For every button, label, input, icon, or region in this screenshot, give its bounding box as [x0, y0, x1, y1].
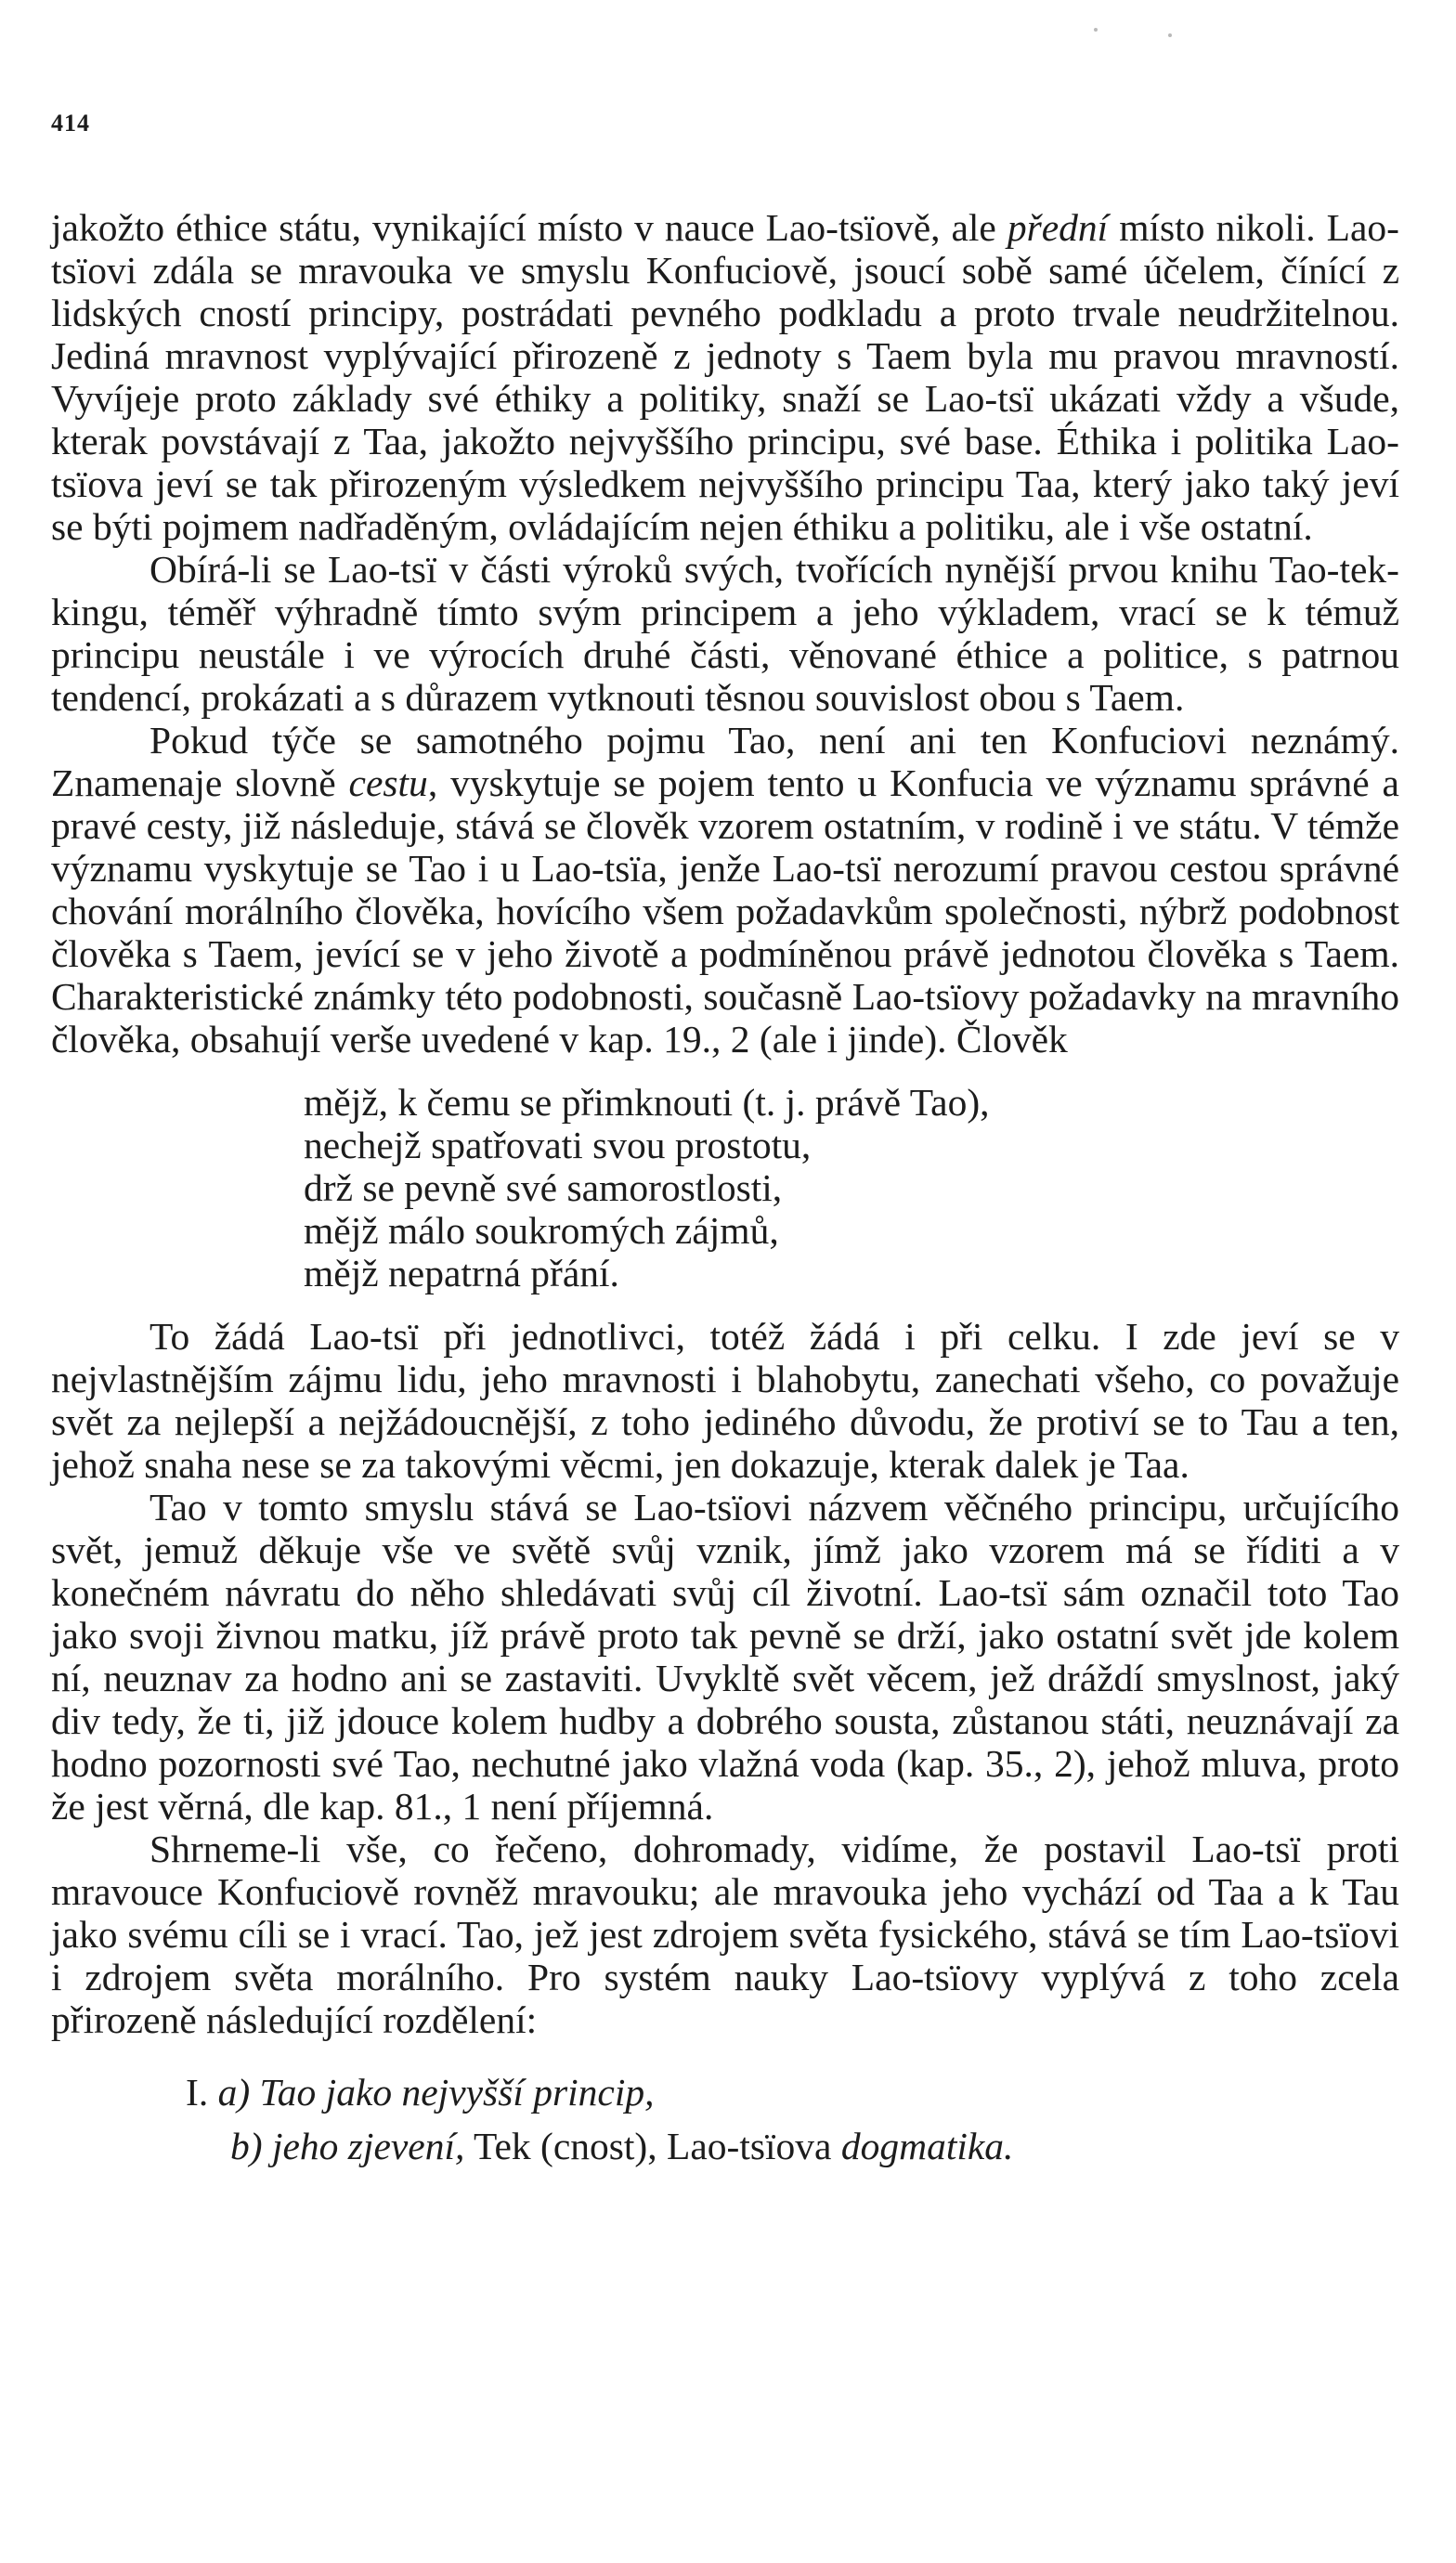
paragraph-p5	[51, 1486, 1399, 1828]
body-text	[51, 206, 1399, 2173]
paragraph-p3	[51, 719, 1399, 1060]
page-number: 414	[51, 110, 90, 137]
verse-line: drž se pevně své samorostlosti,	[304, 1166, 783, 1209]
verse-line: mějž, k čemu se přimknouti (t. j. právě Tao),	[304, 1081, 990, 1124]
paragraph-p1	[51, 206, 1399, 548]
verse-line: mějž málo soukromých zájmů,	[304, 1209, 779, 1252]
print-speck	[1094, 28, 1098, 32]
outline-mark-a: a)	[217, 2071, 251, 2114]
text-run: To žádá Lao-tsï při jednotlivci, totéž žádá i při celku. I zde jeví se v nejvlastnějším zájmu lidu, jeho mravnosti i blahobytu, zanechati všeho, co považuje svět za nejlepší a nejžádoucnější, z toho jediného důvodu, že protiví se to Tau a ten, jehož snaha nese se za takovými věcmi, jen dokazuje, kterak dalek je Taa.	[51, 1315, 1399, 1486]
italic-term: přední	[1007, 206, 1109, 249]
text-run: Tao v tomto smyslu stává se Lao-tsïovi názvem věčného principu, určujícího svět, jemuž děkuje vše ve světě svůj vznik, jímž jako vzorem má se říditi a v konečném návratu do něho shledávati svůj cíl životní. Lao-tsï sám označil toto Tao jako svoji živnou matku, jíž právě proto tak pevně se drží, jako ostatní svět jde kolem ní, neuznav za hodno ani se zastaviti. Uvykltě svět věcem, jež dráždí smyslnost, jaký div tedy, že ti, již jdouce kolem hudby a dobrého sousta, zůstanou státi, neuznávají za hodno pozornosti své Tao, nechutné jako vlažná voda (kap. 35., 2), jehož mluva, proto že jest věrná, dle kap. 81., 1 není příjemná.	[51, 1486, 1399, 1828]
outline-list	[51, 2065, 1399, 2173]
text-run: , vyskytuje se pojem tento u Konfucia ve významu správné a pravé cesty, již následuje, stává se člověk vzorem ostatním, v rodině i ve státu. V témže významu vyskytuje se Tao i u Lao-tsïa, jenže Lao-tsï nerozumí pravou cestou správné chování morálního člověka, hovícího všem požadavkům společnosti, nýbrž podobnost člověka s Taem, jevící se v jeho životě a podmíněnou právě jednotou člověka s Taem. Charakteristické známky této podobnosti, současně Lao-tsïovy požadavky na mravního člověka, obsahují verše uvedené v kap. 19., 2 (ale i jinde). Člověk	[51, 761, 1399, 1060]
paragraph-group	[51, 206, 1399, 1060]
text-run: jakožto éthice státu, vynikající místo v nauce Lao-tsïově, ale	[51, 206, 1008, 249]
outline-middle-b: Tek (cnost), Lao-tsïova	[464, 2125, 841, 2167]
text-run: Obírá-li se Lao-tsï v části výroků svých, tvořících nynější prvou knihu Tao-tek-kingu, téměř výhradně tímto svým principem a jeho výkladem, vrací se k témuž principu neustále i ve výrocích druhé části, věnované éthice a politice, s patrnou tendencí, prokázati a s důrazem vytknouti těsnou souvislost obou s Taem.	[51, 548, 1399, 719]
outline-roman: I.	[186, 2071, 209, 2114]
outline-lead-b: jeho zjevení,	[271, 2125, 465, 2167]
text-run: Pokud týče se samotného pojmu Tao, není ani ten Konfuciovi neznámý. Znamenaje slovně	[51, 719, 1399, 804]
verse-line: mějž nepatrná přání.	[304, 1252, 619, 1295]
outline-tail-b: dogmatika.	[840, 2125, 1014, 2167]
outline-item-a	[51, 2065, 1399, 2119]
text-run: Shrneme-li vše, co řečeno, dohromady, vidíme, že postavil Lao-tsï proti mravouce Konfuciově rovněž mravouku; ale mravouka jeho vychází od Taa a k Tau jako svému cíli se i vrací. Tao, jež jest zdrojem světa fysického, stává se tím Lao-tsïovi i zdrojem světa morálního. Pro systém nauky Lao-tsïovy vyplývá z toho zcela přirozeně následující rozdělení:	[51, 1828, 1399, 2041]
print-speck	[1168, 33, 1172, 37]
outline-mark-b: b)	[230, 2125, 263, 2167]
verse-quote	[304, 1081, 1399, 1295]
outline-text-a: Tao jako nejvyšší princip,	[259, 2071, 655, 2114]
paragraph-group	[51, 1315, 1399, 2041]
paragraph-p6	[51, 1828, 1399, 2041]
text-run: místo nikoli. Lao-tsïovi zdála se mravouka ve smyslu Konfuciově, jsoucí sobě samé účelem, čínící z lidských cností principy, postrádati pevného podkladu a proto trvale neudržitelnou. Jediná mravnost vyplývající přirozeně z jednoty s Taem byla mu pravou mravností. Vyvíjeje proto základy své éthiky a politiky, snaží se Lao-tsï ukázati vždy a všude, kterak povstávají z Taa, jakožto nejvyššího principu, své base. Éthika i politika Lao-tsïova jeví se tak přirozeným výsledkem nejvyššího principu Taa, který jako taký jeví se býti pojmem nadřaděným, ovládajícím nejen éthiku a politiku, ale i vše ostatní.	[51, 206, 1399, 548]
verse-line: nechejž spatřovati svou prostotu,	[304, 1124, 812, 1166]
italic-term: cestu	[348, 761, 428, 804]
outline-item-b	[51, 2119, 1399, 2173]
paragraph-p2	[51, 548, 1399, 719]
paragraph-p4	[51, 1315, 1399, 1486]
